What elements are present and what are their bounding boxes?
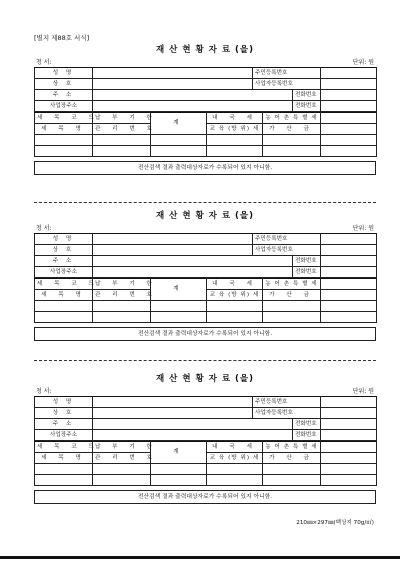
paper-size-note: 210㎜×297㎜(백상지 70g/㎡)	[296, 520, 374, 526]
table-row	[35, 101, 377, 112]
due-date-header: 납 부 기 한	[93, 279, 151, 290]
address-value[interactable]	[93, 256, 293, 267]
tax-name-header: 세 목 명	[35, 124, 93, 135]
unit-label: 단위: 원	[352, 59, 374, 66]
trade-name-value[interactable]	[93, 245, 253, 256]
mgmt-no-header: 관 리 번 호	[93, 124, 151, 135]
name-label: 성 명	[35, 397, 93, 408]
data-cell[interactable]	[151, 146, 207, 157]
business-no-value[interactable]	[321, 245, 377, 256]
property-status-form-1	[34, 45, 376, 175]
phone-label: 전화번호	[293, 90, 321, 101]
data-cell[interactable]	[263, 312, 321, 323]
resident-no-label: 주민등록번호	[253, 234, 321, 245]
table-row	[35, 267, 377, 278]
business-address-label: 사업장주소	[35, 101, 93, 112]
phone-label: 전화번호	[293, 256, 321, 267]
mgmt-no-header: 관 리 번 호	[93, 453, 151, 464]
due-date-header: 납 부 기 한	[93, 113, 151, 124]
form-title: 재 산 현 황 자 료 (을)	[155, 374, 254, 384]
data-cell[interactable]	[93, 475, 151, 486]
farm-tax-header: 농 어 촌 특 별 세	[263, 442, 321, 453]
tax-name-header: 세 목 명	[35, 453, 93, 464]
education-tax-header: 교 육 (방 위) 세	[207, 124, 263, 135]
business-address-value[interactable]	[93, 430, 293, 441]
cut-line	[34, 202, 376, 203]
table-row	[35, 68, 377, 79]
data-cell[interactable]	[93, 301, 151, 312]
trade-name-value[interactable]	[93, 79, 253, 90]
total-header: 계	[151, 279, 207, 301]
info-table	[34, 396, 377, 441]
phone-value[interactable]	[321, 430, 377, 441]
tax-table	[34, 278, 377, 323]
name-label: 성 명	[35, 68, 93, 79]
address-value[interactable]	[93, 419, 293, 430]
table-row	[35, 146, 377, 157]
business-address-label: 사업장주소	[35, 267, 93, 278]
requester-label: 청 서:	[36, 59, 52, 66]
total-header: 계	[151, 113, 207, 135]
form-subheader	[34, 385, 376, 396]
resident-no-value[interactable]	[321, 68, 377, 79]
table-row	[35, 113, 377, 124]
due-date-header: 납 부 기 한	[93, 442, 151, 453]
data-cell[interactable]	[321, 475, 377, 486]
resident-no-label: 주민등록번호	[253, 68, 321, 79]
total-header: 계	[151, 442, 207, 464]
data-cell[interactable]	[151, 301, 207, 312]
business-address-value[interactable]	[93, 267, 293, 278]
tax-name-header: 세 목 명	[35, 290, 93, 301]
data-cell[interactable]	[321, 312, 377, 323]
resident-no-value[interactable]	[321, 397, 377, 408]
form-subheader	[34, 56, 376, 67]
surcharge-header: 가 산 금	[263, 290, 321, 301]
data-cell[interactable]	[35, 312, 93, 323]
table-row	[35, 475, 377, 486]
table-row	[35, 135, 377, 146]
table-row	[35, 430, 377, 441]
data-cell[interactable]	[93, 146, 151, 157]
data-cell[interactable]	[151, 135, 207, 146]
name-value[interactable]	[93, 68, 253, 79]
info-table	[34, 233, 377, 278]
data-cell[interactable]	[93, 135, 151, 146]
data-cell[interactable]	[35, 464, 93, 475]
data-cell[interactable]	[207, 135, 263, 146]
data-cell[interactable]	[151, 312, 207, 323]
tax-table	[34, 441, 377, 486]
name-value[interactable]	[93, 397, 253, 408]
data-cell[interactable]	[321, 464, 377, 475]
unit-label: 단위: 원	[352, 388, 374, 395]
tax-table	[34, 112, 377, 157]
education-tax-header: 교 육 (방 위) 세	[207, 453, 263, 464]
address-value[interactable]	[93, 90, 293, 101]
empty-cell	[321, 453, 377, 464]
data-cell[interactable]	[35, 146, 93, 157]
data-cell[interactable]	[263, 475, 321, 486]
data-cell[interactable]	[35, 475, 93, 486]
table-row	[35, 90, 377, 101]
form-number-label: [별지 제88호 서식]	[34, 34, 90, 42]
data-cell[interactable]	[93, 312, 151, 323]
trade-name-label: 상 호	[35, 408, 93, 419]
empty-cell	[321, 442, 377, 453]
notice-box: 전산검색 결과 출력대상자료가 수록되어 있지 아니함.	[34, 327, 376, 341]
notice-box: 전산검색 결과 출력대상자료가 수록되어 있지 아니함.	[34, 161, 376, 175]
empty-cell	[321, 290, 377, 301]
data-cell[interactable]	[263, 135, 321, 146]
phone-value[interactable]	[321, 256, 377, 267]
phone-label: 전화번호	[293, 101, 321, 112]
data-cell[interactable]	[151, 475, 207, 486]
farm-tax-header: 농 어 촌 특 별 세	[263, 113, 321, 124]
resident-no-label: 주민등록번호	[253, 397, 321, 408]
trade-name-label: 상 호	[35, 79, 93, 90]
address-label: 주 소	[35, 90, 93, 101]
business-no-value[interactable]	[321, 408, 377, 419]
empty-cell	[321, 113, 377, 124]
phone-value[interactable]	[321, 101, 377, 112]
business-address-label: 사업장주소	[35, 430, 93, 441]
resident-no-value[interactable]	[321, 234, 377, 245]
national-tax-header: 내 국 세	[207, 113, 263, 124]
phone-label: 전화번호	[293, 430, 321, 441]
table-row	[35, 279, 377, 290]
data-cell[interactable]	[207, 312, 263, 323]
farm-tax-header: 농 어 촌 특 별 세	[263, 279, 321, 290]
table-row	[35, 408, 377, 419]
phone-value[interactable]	[321, 419, 377, 430]
data-cell[interactable]	[263, 464, 321, 475]
unit-label: 단위: 원	[352, 225, 374, 232]
notice-box: 전산검색 결과 출력대상자료가 수록되어 있지 아니함.	[34, 490, 376, 504]
data-cell[interactable]	[35, 301, 93, 312]
data-cell[interactable]	[207, 475, 263, 486]
page-bottom-edge	[0, 556, 400, 559]
data-cell[interactable]	[321, 301, 377, 312]
empty-cell	[321, 279, 377, 290]
phone-value[interactable]	[321, 90, 377, 101]
table-row	[35, 245, 377, 256]
property-status-form-3	[34, 374, 376, 504]
data-cell[interactable]	[263, 301, 321, 312]
surcharge-header: 가 산 금	[263, 453, 321, 464]
national-tax-header: 내 국 세	[207, 442, 263, 453]
cut-line	[34, 360, 376, 361]
table-row	[35, 256, 377, 267]
business-no-label: 사업자등록번호	[253, 408, 321, 419]
table-row	[35, 312, 377, 323]
name-value[interactable]	[93, 234, 253, 245]
business-address-value[interactable]	[93, 101, 293, 112]
trade-name-label: 상 호	[35, 245, 93, 256]
form-title: 재 산 현 황 자 료 (을)	[155, 45, 254, 55]
empty-cell	[321, 124, 377, 135]
data-cell[interactable]	[93, 464, 151, 475]
requester-label: 청 서:	[36, 225, 52, 232]
data-cell[interactable]	[263, 146, 321, 157]
phone-value[interactable]	[321, 267, 377, 278]
data-cell[interactable]	[321, 135, 377, 146]
table-row	[35, 234, 377, 245]
data-cell[interactable]	[35, 135, 93, 146]
table-row	[35, 464, 377, 475]
data-cell[interactable]	[207, 301, 263, 312]
form-subheader	[34, 222, 376, 233]
data-cell[interactable]	[151, 464, 207, 475]
table-row	[35, 419, 377, 430]
table-row	[35, 442, 377, 453]
surcharge-header: 가 산 금	[263, 124, 321, 135]
phone-label: 전화번호	[293, 419, 321, 430]
education-tax-header: 교 육 (방 위) 세	[207, 290, 263, 301]
mgmt-no-header: 관 리 번 호	[93, 290, 151, 301]
property-status-form-2	[34, 211, 376, 341]
table-row	[35, 397, 377, 408]
tax-code-header: 세 목 코 드	[35, 113, 93, 124]
business-no-label: 사업자등록번호	[253, 79, 321, 90]
name-label: 성 명	[35, 234, 93, 245]
table-row	[35, 301, 377, 312]
address-label: 주 소	[35, 256, 93, 267]
table-row	[35, 79, 377, 90]
data-cell[interactable]	[207, 464, 263, 475]
national-tax-header: 내 국 세	[207, 279, 263, 290]
form-title: 재 산 현 황 자 료 (을)	[155, 211, 254, 221]
tax-code-header: 세 목 코 드	[35, 442, 93, 453]
info-table	[34, 67, 377, 112]
data-cell[interactable]	[207, 146, 263, 157]
trade-name-value[interactable]	[93, 408, 253, 419]
tax-code-header: 세 목 코 드	[35, 279, 93, 290]
address-label: 주 소	[35, 419, 93, 430]
phone-label: 전화번호	[293, 267, 321, 278]
requester-label: 청 서:	[36, 388, 52, 395]
business-no-value[interactable]	[321, 79, 377, 90]
data-cell[interactable]	[321, 146, 377, 157]
business-no-label: 사업자등록번호	[253, 245, 321, 256]
